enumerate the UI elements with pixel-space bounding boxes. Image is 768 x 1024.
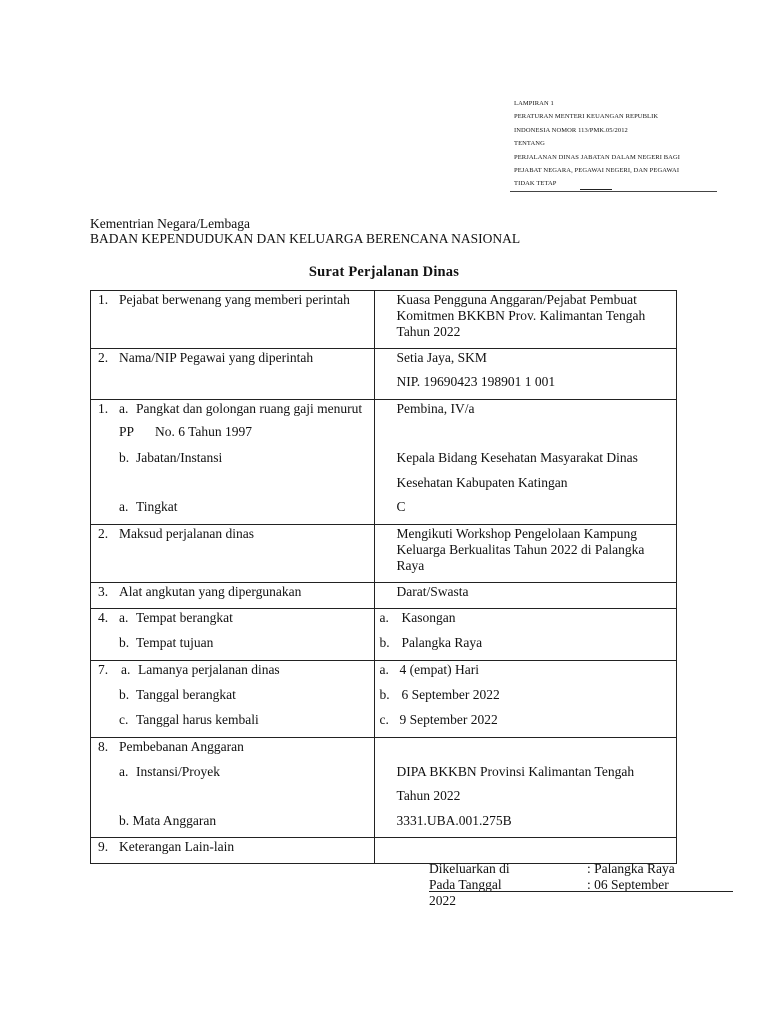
row-value-cell	[374, 609, 676, 661]
row-value-cell	[374, 838, 676, 864]
row-value-cell	[374, 525, 676, 583]
table-row	[91, 349, 677, 400]
issue-date-value: : 06 September	[587, 877, 669, 892]
table-row	[91, 661, 677, 738]
row-label-cell	[91, 400, 375, 525]
sub-letter: c.	[379, 712, 389, 727]
issue-date-year: 2022	[429, 893, 456, 908]
row-label-cell	[91, 525, 375, 583]
row-value: 9 September 2022	[399, 712, 498, 727]
row-number: 3.	[98, 584, 109, 599]
row-value-cell	[374, 738, 676, 838]
row-value: Mengikuti Workshop Pengelolaan Kampung Keluarga Berkualitas Tahun 2022 di Palangka Raya	[396, 526, 645, 573]
row-label: Keterangan Lain-lain	[119, 839, 235, 854]
table-row	[91, 525, 677, 583]
row-label-cell	[91, 838, 375, 864]
attachment-line: LAMPIRAN 1	[514, 100, 554, 107]
sub-label: Tanggal berangkat	[136, 687, 236, 702]
sub-label: Tempat tujuan	[136, 635, 214, 650]
row-value: Palangka Raya	[401, 635, 483, 650]
sub-label: Tempat berangkat	[136, 610, 233, 625]
row-value-cell	[374, 349, 676, 400]
row-value: 6 September 2022	[401, 687, 500, 702]
attachment-line: PEJABAT NEGARA, PEGAWAI NEGERI, DAN PEGAWAI	[514, 167, 680, 175]
table-row	[91, 738, 677, 838]
sub-letter: b.	[119, 450, 130, 465]
attachment-line: TENTANG	[514, 140, 545, 148]
attachment-divider-accent	[580, 189, 612, 190]
row-number: 8.	[98, 739, 109, 754]
row-value: Kesehatan Kabupaten Katingan	[396, 475, 568, 490]
sub-letter: b.	[119, 687, 130, 702]
attachment-note	[514, 97, 724, 191]
row-label-cell	[91, 609, 375, 661]
issue-date-label: Pada Tanggal	[429, 877, 502, 892]
row-label-cell	[91, 661, 375, 738]
row-label-cell	[91, 738, 375, 838]
sub-letter: b.	[379, 687, 390, 702]
issued-at-value: : Palangka Raya	[587, 861, 675, 876]
row-value: Kuasa Pengguna Anggaran/Pejabat Pembuat Komitmen BKKBN Prov. Kalimantan Tengah Tahun 2022	[396, 292, 646, 339]
sub-label: Tingkat	[136, 499, 178, 514]
table-row	[91, 400, 677, 525]
row-number: 1.	[98, 292, 109, 307]
sub-letter: c.	[119, 712, 129, 727]
row-value: Darat/Swasta	[396, 584, 469, 599]
document-title: Surat Perjalanan Dinas	[308, 264, 460, 280]
table-row	[91, 291, 677, 349]
issued-at-label: Dikeluarkan di	[429, 861, 510, 876]
agency-name: BADAN KEPENDUDUKAN DAN KELUARGA BERENCANA NASIONAL	[90, 231, 521, 246]
row-label-cell	[91, 583, 375, 609]
row-value-cell	[374, 583, 676, 609]
row-number: 4.	[98, 610, 109, 625]
row-number: 7.	[98, 662, 109, 677]
row-label-cell	[91, 291, 375, 349]
table-row	[91, 609, 677, 661]
row-value: 4 (empat) Hari	[399, 662, 479, 677]
sub-letter: a.	[121, 662, 131, 677]
ministry-name: Kementrian Negara/Lembaga	[90, 216, 251, 231]
row-label: Alat angkutan yang dipergunakan	[119, 584, 302, 599]
row-value: DIPA BKKBN Provinsi Kalimantan Tengah	[396, 764, 635, 779]
row-label: Nama/NIP Pegawai yang diperintah	[119, 350, 314, 365]
sub-letter: a.	[379, 610, 389, 625]
ministry-header	[90, 216, 520, 246]
row-value: C	[396, 499, 406, 514]
row-number: 9.	[98, 839, 109, 854]
row-label: Pejabat berwenang yang memberi perintah	[119, 292, 350, 307]
table-row	[91, 583, 677, 609]
sub-letter: a.	[119, 499, 129, 514]
sub-label-cont: PP	[119, 424, 135, 439]
sub-letter: b.	[119, 635, 130, 650]
row-value: Pembina, IV/a	[396, 401, 475, 416]
attachment-line: PERATURAN MENTERI KEUANGAN REPUBLIK	[514, 113, 659, 121]
attachment-divider	[510, 191, 717, 192]
attachment-line: INDONESIA NOMOR 113/PMK.05/2012	[514, 126, 628, 134]
row-label-cell	[91, 349, 375, 400]
table-row	[91, 838, 677, 864]
row-number: 1.	[98, 401, 109, 416]
sub-letter: a.	[119, 610, 129, 625]
employee-name: Setia Jaya, SKM	[396, 350, 487, 365]
travel-order-table	[90, 290, 677, 864]
sub-label: Lamanya perjalanan dinas	[138, 662, 280, 677]
sub-letter: a.	[119, 401, 129, 416]
row-label: Maksud perjalanan dinas	[119, 526, 254, 541]
row-value: Kasongan	[401, 610, 456, 625]
row-value-cell	[374, 291, 676, 349]
row-number: 2.	[98, 526, 109, 541]
attachment-line: PERJALANAN DINAS JABATAN DALAM NEGERI BAGI	[514, 153, 680, 161]
employee-nip: NIP. 19690423 198901 1 001	[396, 374, 556, 389]
row-value: Kepala Bidang Kesehatan Masyarakat Dinas	[396, 450, 638, 465]
sub-label: b. Mata Anggaran	[119, 813, 217, 828]
sub-label: Tanggal harus kembali	[136, 712, 259, 727]
row-value: 3331.UBA.001.275B	[396, 813, 512, 828]
row-label: Pembebanan Anggaran	[119, 739, 244, 754]
row-value-cell	[374, 400, 676, 525]
row-value-cell	[374, 661, 676, 738]
row-value: Tahun 2022	[396, 788, 461, 803]
sub-letter: b.	[379, 635, 390, 650]
sub-label: Pangkat dan golongan ruang gaji menurut	[136, 401, 363, 416]
row-number: 2.	[98, 350, 109, 365]
sub-letter: a.	[119, 764, 129, 779]
sub-letter: a.	[379, 662, 389, 677]
sub-label: Instansi/Proyek	[136, 764, 220, 779]
sub-label: Jabatan/Instansi	[136, 450, 223, 465]
footer-underline	[429, 891, 733, 892]
attachment-line: TIDAK TETAP	[514, 180, 557, 188]
sub-label-cont: No. 6 Tahun 1997	[155, 424, 253, 439]
